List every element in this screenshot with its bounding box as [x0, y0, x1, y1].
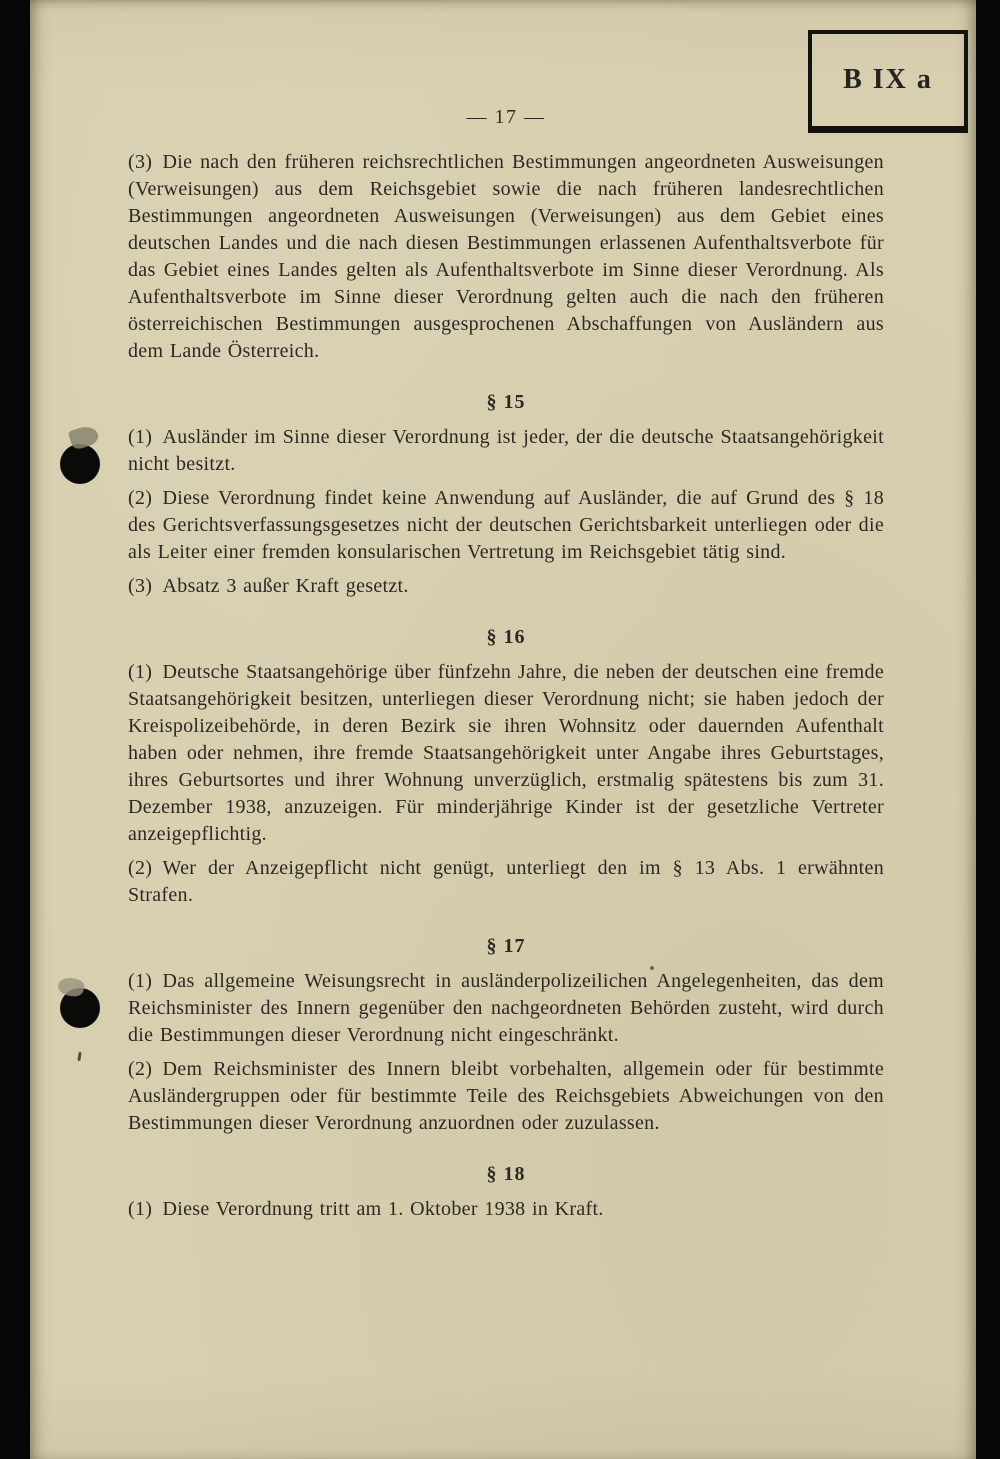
section-18-paragraph-1: (1) Diese Verordnung tritt am 1. Oktober 1938 in Kraft. [128, 1198, 604, 1220]
stray-ink-mark [77, 1052, 81, 1061]
text-column [128, 0, 884, 1230]
section-15-paragraph-3: (3) Absatz 3 außer Kraft gesetzt. [128, 575, 409, 597]
section-heading-16: § 16 [486, 626, 526, 648]
section-16-paragraph-1: (1) Deutsche Staatsangehörige über fünfzehn Jahre, die neben der deutschen eine fremde Staatsangehörigkeit besitzen, unterliegen dieser Verordnung nicht; sie haben jedoch der Kreispolizeibehörde, in deren Bezirk sie ihren Wohnsitz oder dauernden Aufenthalt haben oder nehmen, ihre fremde Staatsangehörigkeit unter Angabe ihres Geburtstages, ihres Geburtsortes und ihrer Wohnung unverzüglich, erstmalig spätestens bis zum 31. Dezember 1938, anzuzeigen. Für minderjährige Kinder ist der gesetzliche Vertreter anzeigepflichtig. [128, 661, 884, 845]
classification-label: B IX a [843, 64, 933, 95]
section-17-paragraph-1: (1) Das allgemeine Weisungsrecht in ausländerpolizeilichen Angelegenheiten, das dem Reichsminister des Innern gegenüber den nachgeordneten Behörden zusteht, wird durch die Bestimmungen dieser Verordnung nicht eingeschränkt. [128, 970, 884, 1046]
section-15-paragraph-2: (2) Diese Verordnung findet keine Anwendung auf Ausländer, die auf Grund des § 18 des Gerichtsverfassungsgesetzes nicht der deutschen Gerichtsbarkeit unterliegen oder die als Leiter einer fremden konsularischen Vertretung im Reichsgebiet tätig sind. [128, 487, 884, 563]
paragraph-continuation-3: (3) Die nach den früheren reichsrechtlichen Bestimmungen angeordneten Ausweisungen (Verweisungen) aus dem Reichsgebiet sowie die nach früheren landesrechtlichen Bestimmungen angeordneten Ausweisungen (Verweisungen) aus dem Gebiet eines deutschen Landes und die nach diesen Bestimmungen erlassenen Aufenthaltsverbote für das Gebiet eines Landes gelten als Aufenthaltsverbote im Sinne dieser Verordnung. Als Aufenthaltsverbote im Sinne dieser Verordnung gelten auch die nach den früheren österreichischen Bestimmungen ausgesprochenen Abschaffungen von Ausländern aus dem Lande Österreich. [128, 151, 884, 362]
section-heading-18: § 18 [486, 1163, 526, 1185]
section-16-paragraph-2: (2) Wer der Anzeigepflicht nicht genügt, unterliegt den im § 13 Abs. 1 erwähnten Strafen. [128, 857, 884, 906]
hole-punch-top [60, 444, 100, 484]
paper-sheet [30, 0, 976, 1459]
section-heading-15: § 15 [486, 391, 526, 413]
section-15-paragraph-1: (1) Ausländer im Sinne dieser Verordnung ist jeder, der die deutsche Staatsangehörigkeit nicht besitzt. [128, 426, 884, 475]
section-heading-17: § 17 [486, 935, 526, 957]
page-number: — 17 — [466, 106, 546, 128]
section-17-paragraph-2: (2) Dem Reichsminister des Innern bleibt vorbehalten, allgemein oder für bestimmte Ausländergruppen oder für bestimmte Teile des Reichsgebiets Abweichungen von den Bestimmungen dieser Verordnung anzuordnen oder zuzulassen. [128, 1058, 884, 1134]
hole-punch-bottom [60, 988, 100, 1028]
